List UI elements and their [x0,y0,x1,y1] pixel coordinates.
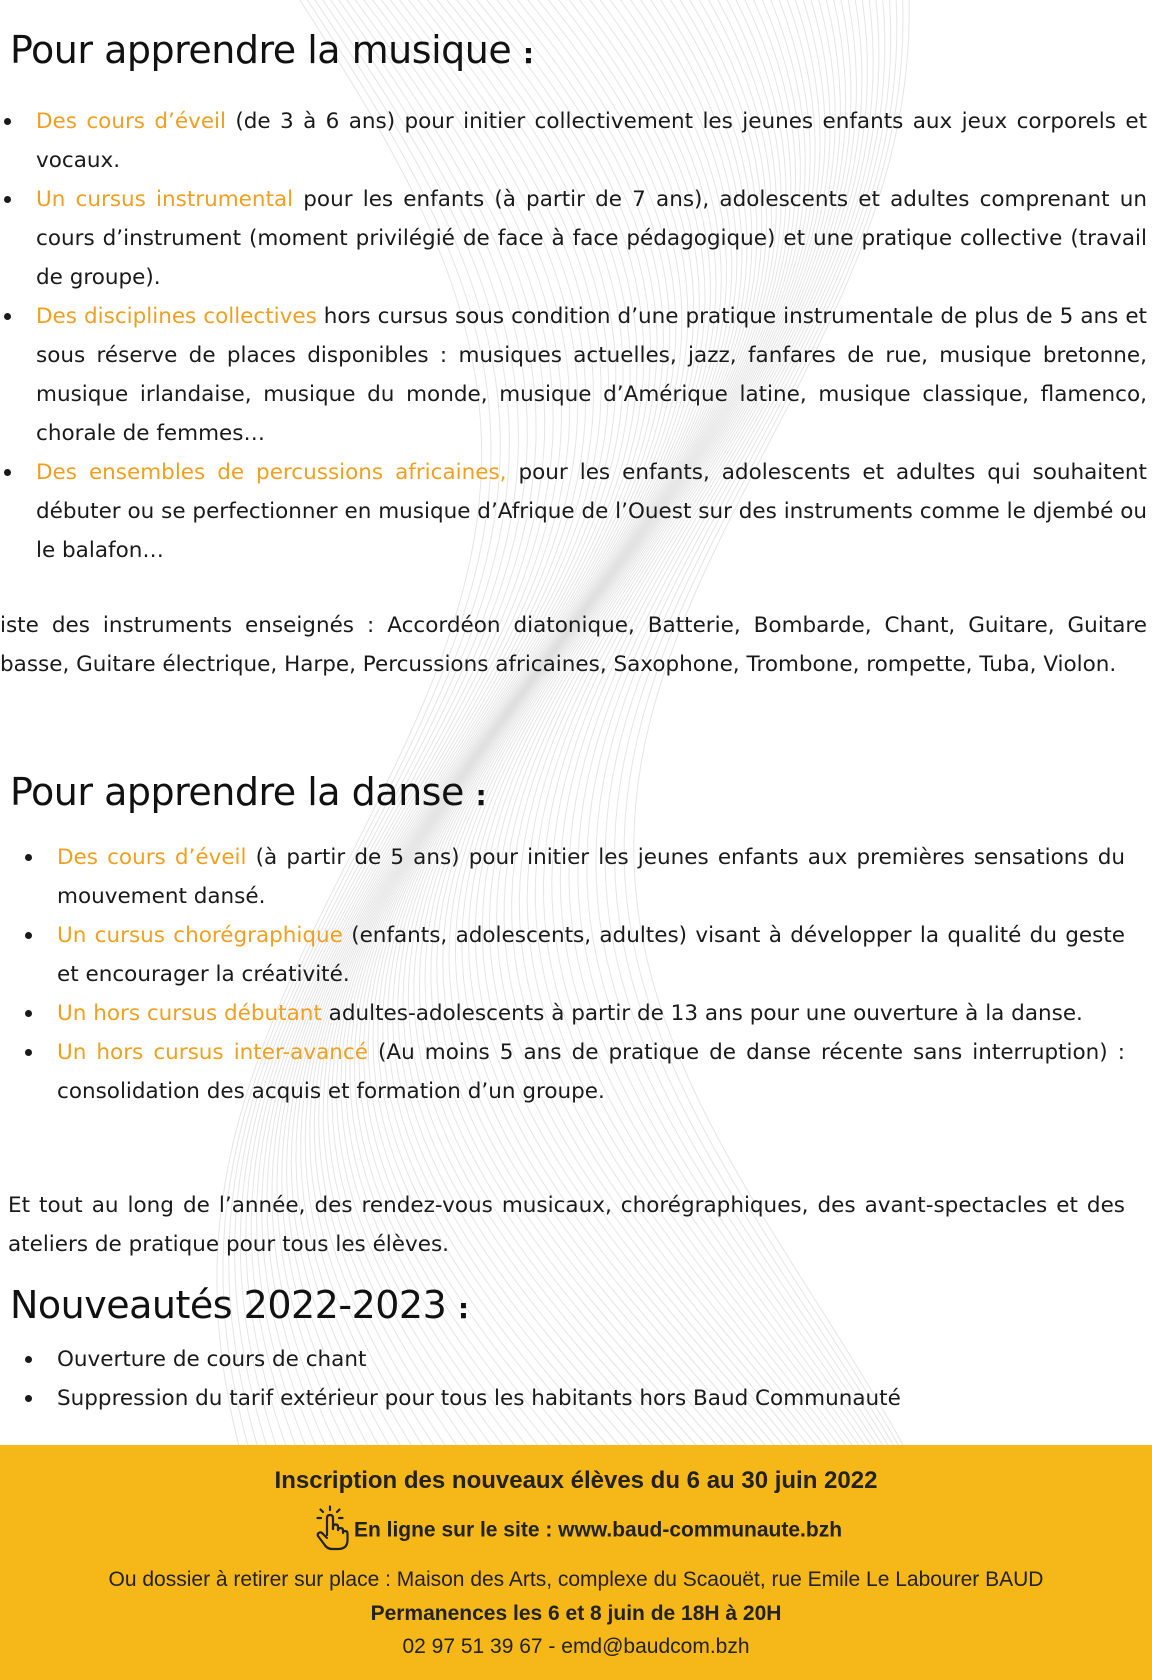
dance-heading [10,770,486,814]
news-heading-colon: : [457,1292,469,1325]
dance-list [21,838,1125,1111]
dance-heading-text: Pour apprendre la danse [10,770,464,814]
item-highlight: Un cursus instrumental [36,187,294,212]
list-item [21,994,1125,1033]
list-item [0,102,1147,180]
list-item: Suppression du tarif extérieur pour tous les habitants hors Baud Communauté [21,1379,1125,1418]
item-text: hors cursus sous condition d’une pratique instrumentale de plus de 5 ans et sous réserve de places disponibles : musiques actuelles, jazz, fanfares de rue, musique bretonne, musique irlandaise, musique du monde, musique d’Amérique latine, musique classique, flamenco, chorale de femmes… [36,304,1147,446]
year-events-paragraph: Et tout au long de l’année, des rendez-vous musicaux, chorégraphiques, des avant-spectacles et des ateliers de pratique pour tous les élèves. [8,1193,1125,1257]
item-highlight: Un cursus chorégraphique [57,923,343,948]
item-text: (de 3 à 6 ans) pour initier collectivement les jeunes enfants aux jeux corporels et vocaux. [36,109,1147,173]
registration-title: Inscription des nouveaux élèves du 6 au 30 juin 2022 [274,1467,878,1494]
list-item [21,916,1125,994]
item-text: pour les enfants, adolescents et adultes qui souhaitent débuter ou se perfectionner en musique d’Afrique de l’Ouest sur des instruments comme le djembé ou le balafon… [36,460,1147,563]
list-item: Ouverture de cours de chant [21,1340,1125,1379]
item-text: adultes-adolescents à partir de 13 ans pour une ouverture à la danse. [321,1001,1083,1026]
music-heading-colon: : [522,37,534,70]
list-item [21,838,1125,916]
contact-info: 02 97 51 39 67 - emd@baudcom.bzh [402,1635,750,1658]
item-highlight: Un hors cursus débutant [57,1001,322,1026]
item-highlight: Des disciplines collectives [36,304,317,329]
item-highlight: Un hors cursus inter-avancé [57,1040,368,1065]
online-registration-text: En ligne sur le site : www.baud-communaute.bzh [353,1518,843,1542]
online-registration [0,1505,1152,1557]
list-item [0,297,1147,453]
item-text: (à partir de 5 ans) pour initier les jeunes enfants aux premières sensations du mouvement dansé. [57,845,1125,909]
item-text: pour les enfants (à partir de 7 ans), adolescents et adultes comprenant un cours d’instrument (moment privilégié de face à face pédagogique) et une pratique collective (travail de groupe). [36,187,1148,290]
item-highlight: Des cours d’éveil [57,845,247,870]
pointing-hand-icon [310,1505,352,1557]
music-heading-text: Pour apprendre la musique [10,28,512,72]
instruments-paragraph: iste des instruments enseignés : Accordéon diatonique, Batterie, Bombarde, Chant, Guitare, Guitare basse, Guitare électrique, Harpe, Percussions africaines, Saxophone, Trombone, rompette, Tuba, Violon. [0,613,1147,677]
permanences-info: Permanences les 6 et 8 juin de 18H à 20H [370,1602,782,1625]
news-list [21,1340,1125,1418]
list-item [21,1033,1125,1111]
item-text: (Au moins 5 ans de pratique de danse récente sans interruption) : consolidation des acquis et formation d’un groupe. [57,1040,1125,1104]
item-text: (enfants, adolescents, adultes) visant à développer la qualité du geste et encourager la créativité. [57,923,1125,987]
news-heading-text: Nouveautés 2022-2023 [10,1283,447,1327]
list-item [0,180,1147,297]
news-heading [10,1283,469,1327]
registration-footer [0,1445,1152,1680]
dance-heading-colon: : [475,779,487,812]
item-highlight: Des cours d’éveil [36,109,226,134]
music-heading [10,28,534,72]
on-site-info: Ou dossier à retirer sur place : Maison des Arts, complexe du Scaouët, rue Emile Le Labourer BAUD [108,1568,1044,1591]
item-highlight: Des ensembles de percussions africaines, [36,460,507,485]
music-list [0,102,1147,570]
list-item [0,453,1147,570]
